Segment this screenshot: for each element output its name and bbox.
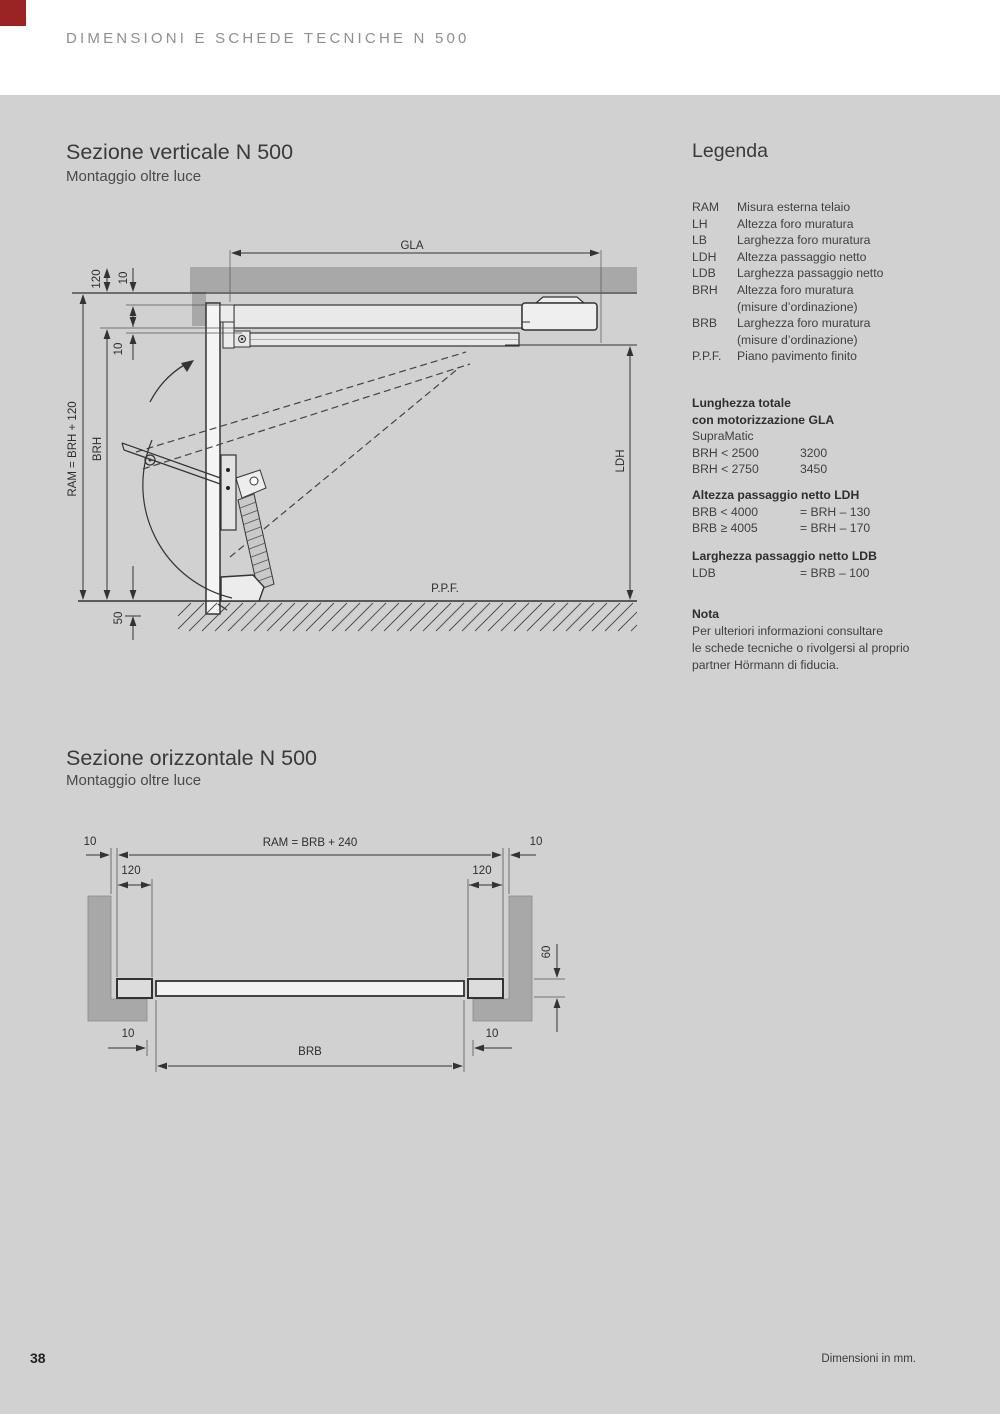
dim-ram-brb-label: RAM = BRB + 240	[262, 837, 358, 849]
legend-row: BRB Larghezza foro muratura (misure d’ordinazione)	[692, 316, 871, 347]
dim-10-top-label: 10	[118, 271, 130, 285]
door-leaf	[206, 303, 220, 614]
dim-gla-label: GLA	[400, 240, 424, 252]
dim-10-bottomleft-label: 10	[121, 1028, 135, 1040]
dim-120-left-label: 120	[121, 865, 141, 877]
wall-right	[473, 896, 532, 1021]
door-leaf-plan	[156, 981, 464, 996]
legend-title: Legenda	[692, 140, 768, 162]
dim-brb-label: BRB	[298, 1046, 322, 1058]
door-bracket	[221, 455, 236, 530]
dim-10-bottomright-label: 10	[485, 1028, 499, 1040]
lintel-return	[192, 292, 206, 326]
page-title: DIMENSIONI E SCHEDE TECNICHE N 500	[66, 30, 470, 47]
legend-row: BRH Altezza foro muratura (misure d’ordinazione)	[692, 282, 858, 314]
dim-10-topleft-label: 10	[83, 836, 97, 848]
motion-arrow	[150, 364, 186, 402]
horizontal-section-subtitle: Montaggio oltre luce	[66, 772, 202, 789]
dim-ram-label: RAM = BRH + 120	[67, 401, 79, 497]
dim-ldh-label: LDH	[615, 449, 627, 473]
units-note: Dimensioni in mm.	[821, 1353, 916, 1365]
frame-block-left	[117, 979, 152, 998]
dim-50-label: 50	[113, 611, 125, 625]
horizontal-section-title: Sezione orizzontale N 500	[66, 746, 317, 770]
ground-hatch	[178, 603, 637, 631]
operator-unit	[522, 303, 597, 330]
spec-total-length: Lunghezza totale con motorizzazione GLA SupraMatic BRH < 2500 3200 BRH < 2750 3450	[692, 396, 835, 477]
operator-cap	[536, 297, 584, 303]
wall-left	[88, 896, 147, 1021]
vertical-section-title: Sezione verticale N 500	[66, 140, 294, 164]
spec-note: Nota Per ulteriori informazioni consultare le schede tecniche o rivolgersi al proprio partner Hörmann di fiducia.	[692, 607, 910, 672]
frame-block-right	[468, 979, 503, 998]
frame-profile	[220, 305, 234, 322]
dim-60-label: 60	[541, 945, 553, 959]
dim-120-label: 120	[91, 269, 103, 289]
page-number: 38	[30, 1350, 46, 1366]
dim-10-topright-label: 10	[529, 836, 543, 848]
dim-10-mid-label: 10	[113, 342, 125, 356]
vertical-section-drawing	[72, 250, 637, 640]
open-door-dashed	[136, 352, 470, 557]
dim-120-right-label: 120	[472, 865, 492, 877]
legend-row: LB Larghezza foro muratura	[692, 233, 871, 248]
legend-row: LDH Altezza passaggio netto	[692, 249, 867, 264]
legend-row: P.P.F. Piano pavimento finito	[692, 349, 857, 364]
spec-clear-height: Altezza passaggio netto LDH BRB < 4000 = BRH – 130 BRB ≥ 4005 = BRH – 170	[692, 488, 871, 536]
ceiling-slab	[190, 267, 637, 292]
spec-clear-width: Larghezza passaggio netto LDB LDB = BRB – 100	[692, 549, 877, 580]
legend-row: LH Altezza foro muratura	[692, 216, 854, 231]
vertical-section-subtitle: Montaggio oltre luce	[66, 168, 202, 185]
legend-row: RAM Misura esterna telaio	[692, 200, 851, 214]
ppf-label: P.P.F.	[431, 583, 459, 595]
guide-rail	[234, 305, 522, 328]
legend-row: LDB Larghezza passaggio netto	[692, 266, 884, 281]
dim-brh-label: BRH	[92, 436, 104, 462]
